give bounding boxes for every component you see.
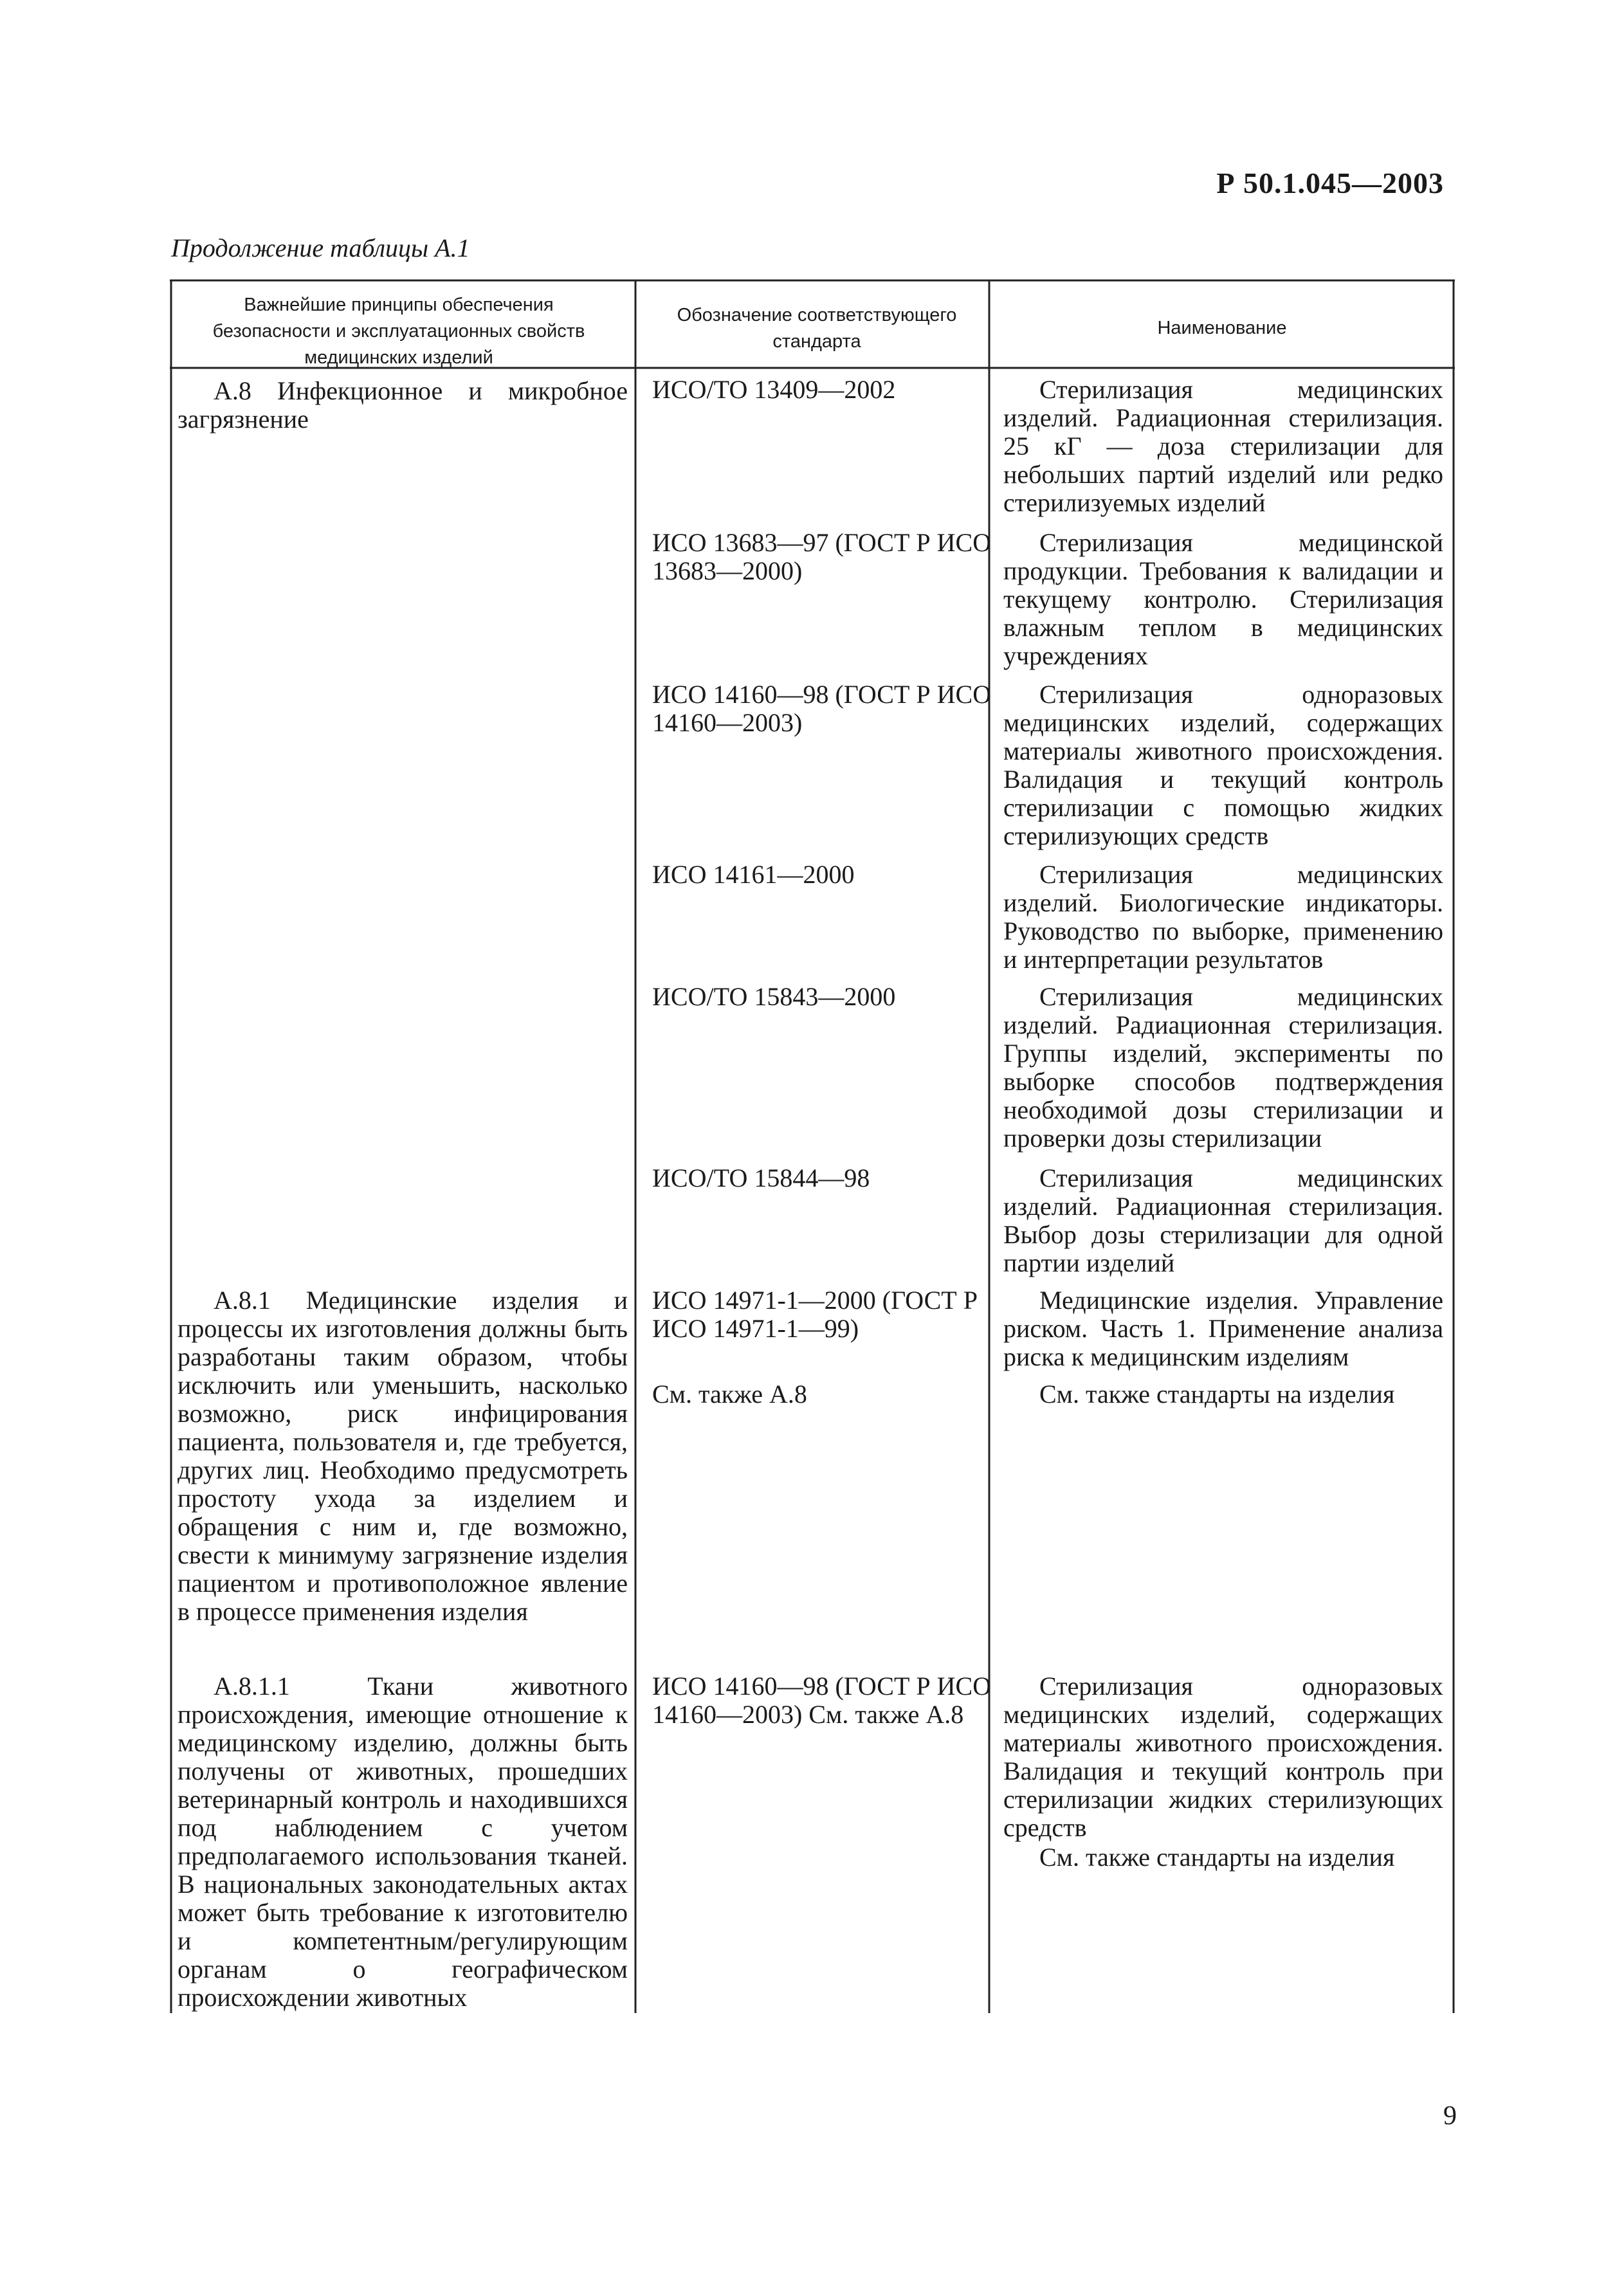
name-iso-to-15844: Стерилизация медицинских изделий. Радиационная стерилизация. Выбор дозы стерилизации для одной партии изделий: [1003, 1163, 1443, 1277]
standard-iso-14160: ИСО 14160—98 (ГОСТ Р ИСО 14160—2003): [652, 680, 992, 737]
standard-see-also-a8: См. также А.8: [652, 1380, 807, 1409]
name-iso-14160-second: Стерилизация одноразовых медицинских изделий, содержащих материалы животного происхождения. Валидация и текущий контроль при стерилизации жидких стерилизующих средств: [1003, 1672, 1443, 1842]
name-iso-13683: Стерилизация медицинской продукции. Требования к валидации и текущему контролю. Стерилизация влажным теплом в медицинских учреждениях: [1003, 528, 1443, 670]
name-see-also-product-standards: См. также стандарты на изделия: [1039, 1380, 1395, 1409]
principle-a8-1: А.8.1 Медицинские изделия и процессы их изготовления должны быть разработаны таким образом, чтобы исключить или уменьшить, насколько возможно, риск инфицирования пациента, пользователя и, где требуется, других лиц. Необходимо предусмотреть простоту ухода за изделием и обращения с ним и, где возможно, свести к минимуму загрязнение изделия пациентом и противоположное явление в процессе применения изделия: [178, 1286, 628, 1626]
principle-a8-1-1: А.8.1.1 Ткани животного происхождения, имеющие отношение к медицинскому изделию, должны быть получены от животных, прошедших ветеринарный контроль и находившихся под наблюдением с учетом предполагаемого использования тканей. В национальных законодательных актах может быть требование к изготовителю и компетентным/регулирующим органам о географическом происхождении животных: [178, 1672, 628, 2012]
standard-iso-to-13409: ИСО/ТО 13409—2002: [652, 375, 896, 404]
name-iso-to-15843: Стерилизация медицинских изделий. Радиационная стерилизация. Группы изделий, эксперименты по выборке способов подтверждения необходимой дозы стерилизации и проверки дозы стерилизации: [1003, 982, 1443, 1153]
standard-iso-14160-second: ИСО 14160—98 (ГОСТ Р ИСО 14160—2003) См. также А.8: [652, 1672, 992, 1729]
standard-iso-to-15843: ИСО/ТО 15843—2000: [652, 982, 896, 1011]
name-iso-14160: Стерилизация одноразовых медицинских изделий, содержащих материалы животного происхождения. Валидация и текущий контроль стерилизации с помощью жидких стерилизующих средств: [1003, 680, 1443, 850]
principle-a8: А.8 Инфекционное и микробное загрязнение: [178, 376, 628, 433]
name-see-also-product-standards-second: См. также стандарты на изделия: [1039, 1843, 1395, 1872]
column-header-name: Наименование: [1157, 318, 1287, 338]
standard-iso-14971: ИСО 14971-1—2000 (ГОСТ Р ИСО 14971-1—99): [652, 1286, 978, 1343]
name-iso-to-13409: Стерилизация медицинских изделий. Радиационная стерилизация. 25 кГ — доза стерилизации для небольших партий изделий или редко стерилизуемых изделий: [1003, 375, 1443, 517]
column-header-principles: Важнейшие принципы обеспечения безопасности и эксплуатационных свойств медицинских изделий: [212, 295, 585, 368]
table-caption: Продолжение таблицы А.1: [171, 233, 470, 262]
standard-iso-14161: ИСО 14161—2000: [652, 860, 855, 889]
name-iso-14161: Стерилизация медицинских изделий. Биологические индикаторы. Руководство по выборке, применению и интерпретации результатов: [1003, 860, 1443, 974]
page-number: 9: [1443, 2101, 1457, 2131]
standard-iso-13683: ИСО 13683—97 (ГОСТ Р ИСО 13683—2000): [652, 528, 992, 585]
standard-iso-to-15844: ИСО/ТО 15844—98: [652, 1163, 870, 1192]
document-id: Р 50.1.045—2003: [1216, 167, 1444, 199]
name-iso-14971: Медицинские изделия. Управление риском. Часть 1. Применение анализа риска к медицинским изделиям: [1003, 1286, 1443, 1371]
column-header-standard: Обозначение соответствующего стандарта: [677, 305, 957, 352]
